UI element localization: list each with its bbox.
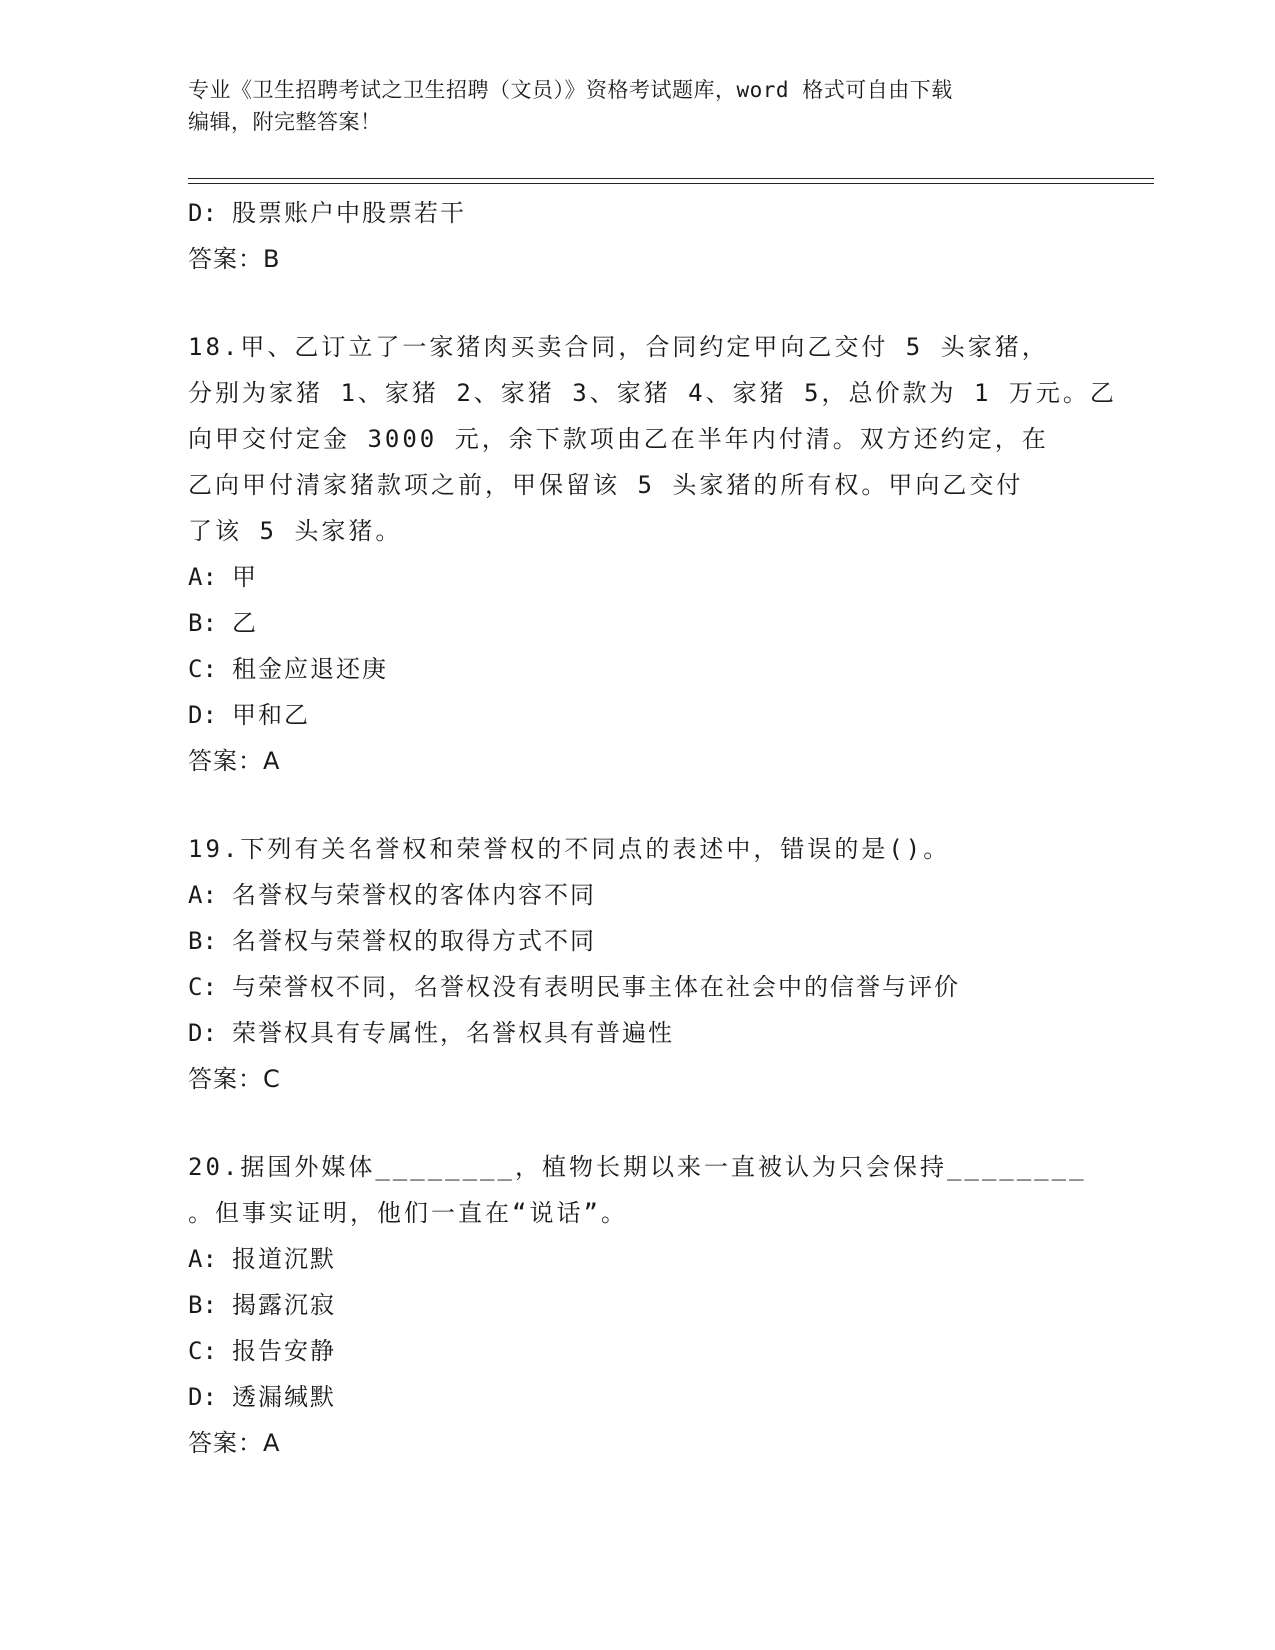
q19-option-d [188,1010,1088,1056]
option-text: 透漏缄默 [232,1383,336,1411]
q19-stem-line: 19.下列有关名誉权和荣誉权的不同点的表述中，错误的是()。 [188,835,951,863]
option-key: D: [188,701,217,729]
q18-option-a [188,554,1088,600]
option-key: A: [188,1245,217,1273]
option-key: C: [188,655,217,683]
header-line-2: 编辑，附完整答案！ [188,110,382,134]
spacer [188,282,1088,324]
q19-stem [188,826,1088,872]
option-key: D: [188,1019,217,1047]
header-rule-bottom [188,183,1154,184]
option-text: 荣誉权具有专属性，名誉权具有普遍性 [232,1019,674,1047]
option-key: B: [188,927,217,955]
q20-answer: 答案：A [188,1429,281,1457]
q20-stem-line: 。但事实证明，他们一直在“说话”。 [188,1199,628,1227]
q18-option-d [188,692,1088,738]
q18-stem-line: 了该 5 头家猪。 [188,517,403,545]
option-key: A: [188,881,217,909]
q19-option-a [188,872,1088,918]
option-text: 股票账户中股票若干 [232,199,466,227]
q20-option-b [188,1282,1088,1328]
q20-option-a [188,1236,1088,1282]
q18-answer: 答案：A [188,747,281,775]
prev-answer: 答案：B [188,245,281,273]
spacer [188,1102,1088,1144]
option-key: D: [188,199,217,227]
option-key: C: [188,1337,217,1365]
q18-stem-line: 向甲交付定金 3000 元，余下款项由乙在半年内付清。双方还约定，在 [188,425,1049,453]
option-text: 甲和乙 [232,701,310,729]
q19-option-c [188,964,1088,1010]
question-content [188,190,1117,1466]
option-text: 名誉权与荣誉权的客体内容不同 [232,881,596,909]
q20-option-d [188,1374,1088,1420]
page-header [188,74,1068,138]
option-text: 揭露沉寂 [232,1291,336,1319]
q18-stem-line: 分别为家猪 1、家猪 2、家猪 3、家猪 4、家猪 5，总价款为 1 万元。乙 [188,379,1117,407]
option-key: B: [188,1291,217,1319]
option-key: A: [188,563,217,591]
option-text: 与荣誉权不同，名誉权没有表明民事主体在社会中的信誉与评价 [232,973,960,1001]
option-text: 甲 [232,563,258,591]
q18-option-b [188,600,1088,646]
option-text: 乙 [232,609,258,637]
q18-stem-line: 乙向甲付清家猪款项之前，甲保留该 5 头家猪的所有权。甲向乙交付 [188,471,1024,499]
option-key: C: [188,973,217,1001]
header-rule-top [188,178,1154,179]
q19-option-b [188,918,1088,964]
option-text: 报道沉默 [232,1245,336,1273]
q18-stem [188,324,1117,554]
option-text: 租金应退还庚 [232,655,388,683]
q20-option-c [188,1328,1088,1374]
header-line-1: 专业《卫生招聘考试之卫生招聘（文员）》资格考试题库，word 格式可自由下载 [188,78,953,102]
q18-option-c [188,646,1088,692]
q19-answer: 答案：C [188,1065,281,1093]
q18-stem-line: 18.甲、乙订立了一家猪肉买卖合同，合同约定甲向乙交付 5 头家猪， [188,333,1049,361]
option-key: D: [188,1383,217,1411]
option-key: B: [188,609,217,637]
q20-stem [188,1144,1088,1236]
option-text: 报告安静 [232,1337,336,1365]
spacer [188,784,1088,826]
q20-stem-line: 20.据国外媒体________，植物长期以来一直被认为只会保持________ [188,1153,1087,1181]
prev-option-d [188,190,1088,236]
option-text: 名誉权与荣誉权的取得方式不同 [232,927,596,955]
